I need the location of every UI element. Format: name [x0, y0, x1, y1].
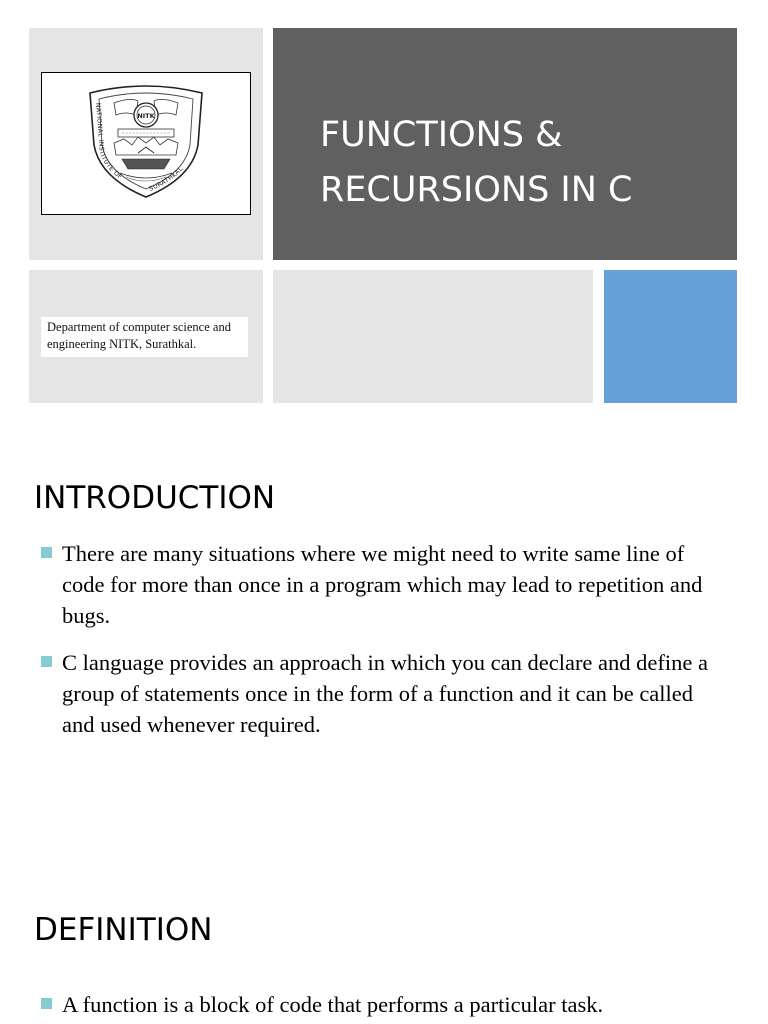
accent-tile: [604, 270, 737, 403]
presentation-title: FUNCTIONS & RECURSIONS IN C: [320, 115, 633, 210]
square-bullet-icon: [41, 547, 52, 558]
list-item: [34, 989, 724, 1020]
blank-tile: [273, 270, 593, 403]
emblem-text-right: SURATHKAL: [148, 165, 185, 193]
definition-heading: DEFINITION: [34, 912, 213, 948]
definition-bullet-list: [34, 989, 724, 1024]
bullet-text: C language provides an approach in which you can declare and define a group of statements once in the form of a function and it can be called and used whenever required.: [62, 650, 708, 737]
emblem-text-center: NITK: [137, 112, 155, 120]
logo-frame: [41, 72, 251, 215]
title-tile: [273, 28, 737, 260]
square-bullet-icon: [41, 656, 52, 667]
bullet-text: A function is a block of code that performs a particular task.: [62, 992, 604, 1017]
square-bullet-icon: [41, 998, 52, 1009]
emblem-text-left: NATIONAL INSTITUTE OF: [94, 102, 124, 181]
introduction-bullet-list: [34, 538, 724, 756]
list-item: [34, 538, 724, 631]
introduction-heading: INTRODUCTION: [34, 480, 276, 516]
logo-tile: [29, 28, 263, 260]
list-item: [34, 647, 724, 740]
nitk-emblem-icon: [42, 73, 250, 214]
bullet-text: There are many situations where we might need to write same line of code for more than once in a program which may lead to repetition and bugs.: [62, 541, 703, 628]
department-label: Department of computer science and engineering NITK, Surathkal.: [41, 317, 248, 357]
department-tile: [29, 270, 263, 403]
